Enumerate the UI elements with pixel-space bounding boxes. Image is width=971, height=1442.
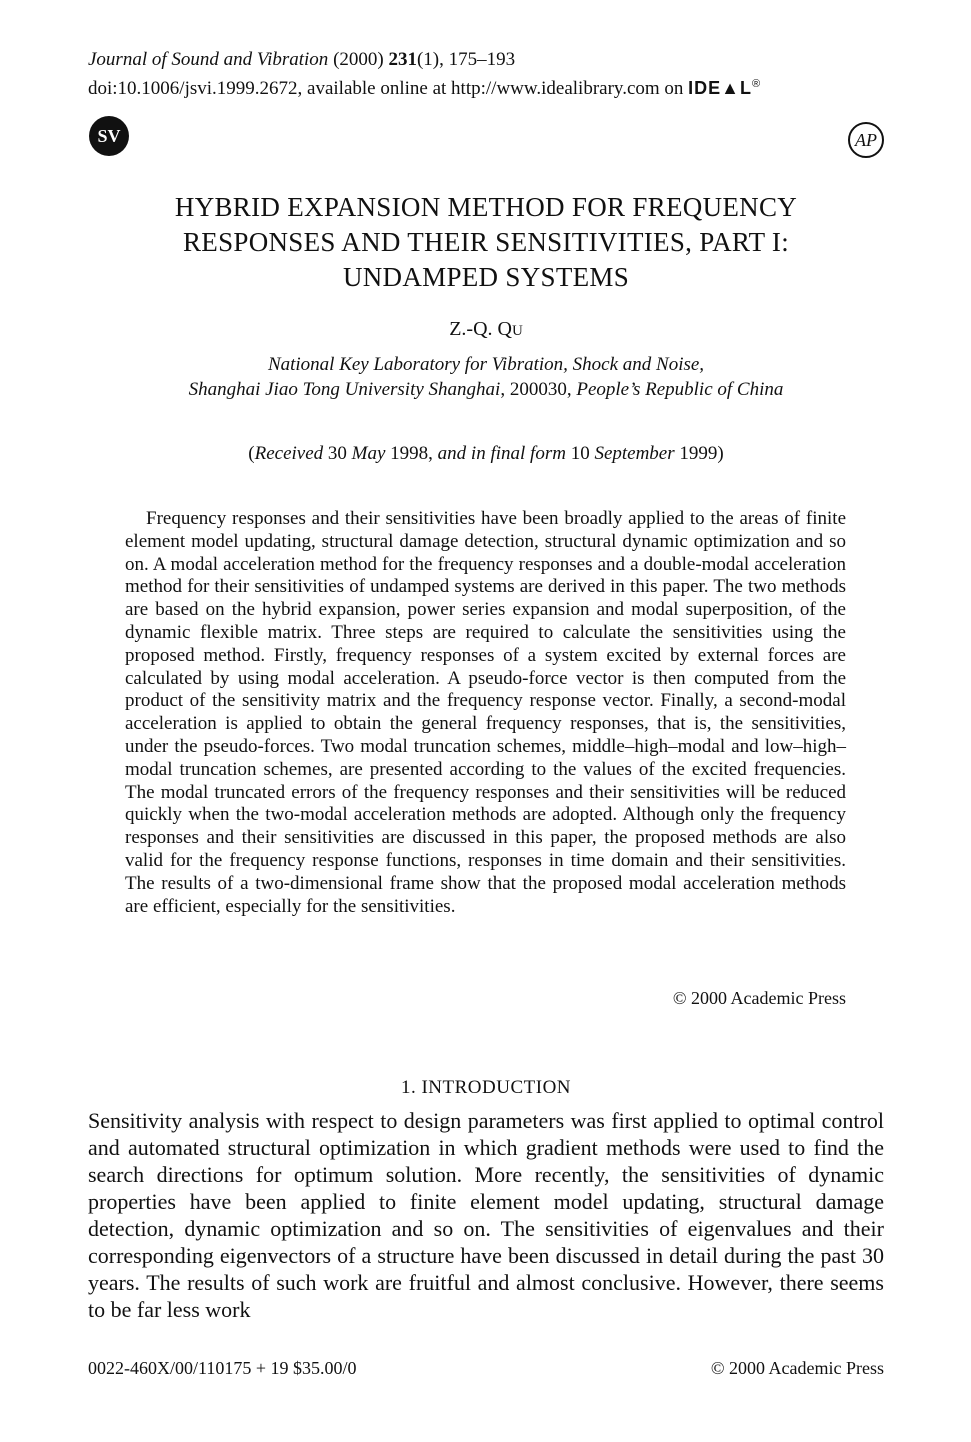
- doi-line: [88, 72, 761, 101]
- title-line: HYBRID EXPANSION METHOD FOR FREQUENCY: [174, 192, 798, 222]
- author: [88, 318, 884, 341]
- affiliation-line-1: National Key Laboratory for Vibration, Shock and Noise,: [267, 354, 705, 375]
- received-year: 1998,: [385, 443, 438, 464]
- abstract: Frequency responses and their sensitivities have been broadly applied to the areas of finite element model updating, structural damage detection, structural dynamic optimization and so on. A modal acceleration method for the frequency responses and a double-modal acceleration method for their sensitivities of undamped systems are derived in this paper. The two methods are based on the hybrid expansion, power series expansion and modal superposition, of the dynamic flexible matrix. Three steps are required to calculate the sensitivities using the proposed method. Firstly, frequency responses of a system excited by external forces are calculated by using modal acceleration. A pseudo-force vector is then computed from the product of the sensitivity matrix and the frequency response vector. Finally, a second-modal acceleration is applied to obtain the general frequency responses, that is, the sensitivities, under the pseudo-forces. Two modal truncation schemes, middle–high–modal and low–high–modal truncation schemes, are presented according to the values of the excited frequencies. The modal truncated errors of the frequency responses and their sensitivities will be reduced quickly when the two-modal acceleration methods are adopted. Although only the frequency responses and their sensitivities are discussed in this paper, the proposed methods are also valid for the frequency response functions, responses in time domain and their sensitivities. The results of a two-dimensional frame show that the proposed modal acceleration methods are efficient, especially for the sensitivities.: [125, 508, 846, 917]
- final-year: 1999): [674, 443, 724, 464]
- sv-logo-icon: SV: [89, 116, 129, 156]
- received-month: May: [351, 443, 386, 464]
- citation-line: [88, 47, 761, 72]
- journal-name: Journal of Sound and Vibration: [88, 49, 329, 70]
- received-dates: [88, 443, 884, 465]
- received-label: Received: [254, 443, 324, 464]
- title-line: UNDAMPED SYSTEMS: [342, 262, 630, 292]
- affiliation-university: Shanghai Jiao Tong University Shanghai: [188, 379, 501, 400]
- affiliation-postcode: , 200030,: [500, 379, 577, 400]
- received-day: 30: [323, 443, 352, 464]
- author-name-main: Z.-Q. Q: [449, 318, 512, 340]
- abstract-copyright: © 2000 Academic Press: [672, 988, 846, 1008]
- affiliation: [88, 352, 884, 402]
- final-month: September: [594, 443, 675, 464]
- section-heading: 1. INTRODUCTION: [400, 1077, 572, 1098]
- affiliation-country: People’s Republic of China: [576, 379, 784, 400]
- doi-text[interactable]: doi:10.1006/jsvi.1999.2672, available online at http://www.idealibrary.com on: [88, 78, 684, 99]
- introduction-text: Sensitivity analysis with respect to design parameters was first applied to optimal control and automated structural optimization in which gradient methods were used to find the search directions for optimum solution. More recently, the sensitivities of dynamic properties have been applied to finite element model updating, structural damage detection, dynamic optimization and so on. The sensitivities of eigenvalues and their corresponding eigenvectors of a structure have been discussed in detail during the past 30 years. The results of such work are fruitful and almost conclusive. However, there seems to be far less work: [88, 1108, 884, 1322]
- author-name-smallcaps: U: [511, 323, 523, 339]
- ideal-logo: IDE▲L®: [688, 78, 762, 98]
- journal-header: [88, 47, 761, 101]
- affiliation-line-2: [88, 377, 884, 402]
- final-day: 10: [565, 443, 595, 464]
- footer-code: 0022-460X/00/110175 + 19 $35.00/0: [88, 1358, 357, 1378]
- received-paren: (: [248, 443, 255, 464]
- paper-title: [88, 190, 884, 295]
- journal-issue-pages: (1), 175–193: [416, 49, 516, 70]
- journal-year: (2000): [333, 49, 384, 70]
- ap-logo-icon: AP: [848, 122, 884, 158]
- footer-copyright: © 2000 Academic Press: [710, 1358, 884, 1378]
- title-line: RESPONSES AND THEIR SENSITIVITIES, PART I:: [182, 227, 790, 257]
- journal-volume: 231: [388, 49, 417, 70]
- final-form-label: and in final form: [437, 443, 566, 464]
